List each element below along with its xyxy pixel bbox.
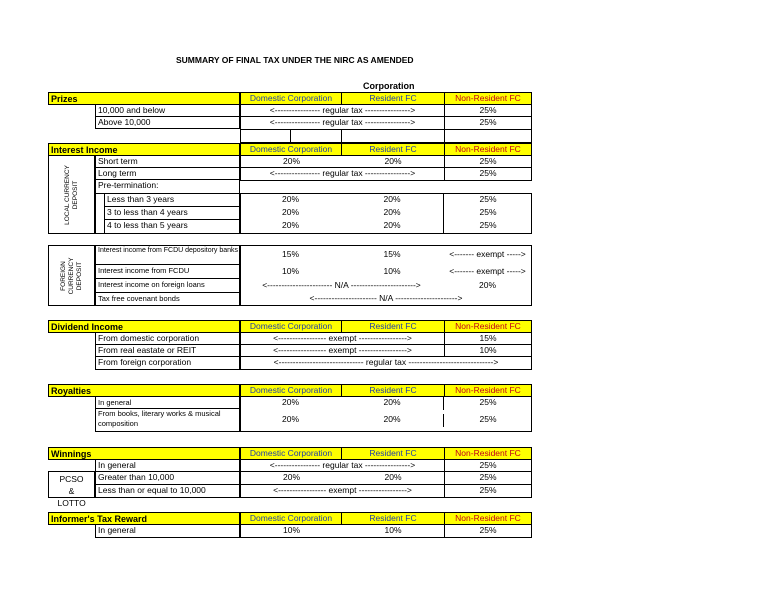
interest-value-row xyxy=(240,168,532,181)
spacer-cell xyxy=(241,130,291,142)
interest-long-term-label: Long term xyxy=(95,167,240,180)
value-resident: 20% xyxy=(384,472,402,482)
value-nonresident: 20% xyxy=(478,280,496,290)
dividend-row-label: From real eastate or REIT xyxy=(95,344,240,357)
pre-value-row xyxy=(240,220,532,233)
fcd-value-row xyxy=(240,293,532,306)
fcd-side-label xyxy=(48,245,95,306)
informer-general-label: In general xyxy=(95,524,240,538)
prizes-row-label: Above 10,000 xyxy=(95,116,240,129)
value-domestic: 20% xyxy=(281,194,299,204)
dividend-value-row xyxy=(240,333,532,345)
royalties-row-label: From books, literary works & musical composition xyxy=(95,408,240,432)
value-resident: 20% xyxy=(383,220,401,230)
winnings-lesser-label: Less than or equal to 10,000 xyxy=(95,484,240,498)
royalties-row-label: In general xyxy=(95,396,240,409)
interest-header xyxy=(240,143,532,156)
pre-row-label: Less than 3 years xyxy=(104,193,240,207)
value-resident: 20% xyxy=(383,194,401,204)
pre-value-row xyxy=(240,194,532,207)
value-domestic: 20% xyxy=(281,397,299,407)
value-domestic: 15% xyxy=(281,249,299,259)
winnings-value-row xyxy=(240,485,532,498)
value-nonresident: 25% xyxy=(444,156,531,167)
section-informer: Informer's Tax Reward xyxy=(48,512,240,525)
fcd-row-label: Interest income from FCDU xyxy=(95,264,240,279)
spacer-cell xyxy=(291,130,342,142)
value-span: <---------------- regular tax ----------------> xyxy=(269,117,416,127)
spacer-cell xyxy=(342,130,444,142)
section-prizes: Prizes xyxy=(48,92,240,105)
informer-value-row xyxy=(240,525,532,538)
header-nonresident: Non-Resident FC xyxy=(444,448,531,459)
fcd-label-text: FOREIGN CURRENCY DEPOSIT xyxy=(59,257,83,294)
header-domestic: Domestic Corporation xyxy=(241,448,342,459)
value-resident: 20% xyxy=(383,207,401,217)
value-span: <----------------- exempt -----------------> xyxy=(273,345,412,355)
value-nonresident: 25% xyxy=(444,472,531,484)
value-domestic: 20% xyxy=(281,414,299,424)
value-resident: 10% xyxy=(384,525,402,535)
fcd-value-row xyxy=(240,249,532,262)
value-nonresident: 25% xyxy=(443,207,532,220)
value-domestic: 20% xyxy=(282,472,300,482)
lcd-label-text: LOCAL CURRENCY DEPOSIT xyxy=(63,164,79,225)
header-resident: Resident FC xyxy=(369,448,417,458)
royalties-value-row xyxy=(240,397,532,410)
interest-pretermination-label: Pre-termination: xyxy=(95,179,240,193)
value-resident: 15% xyxy=(383,249,401,259)
winnings-value-row xyxy=(240,460,532,472)
value-nonresident: 25% xyxy=(444,485,531,497)
informer-header xyxy=(240,512,532,525)
value-nonresident: 15% xyxy=(444,333,531,344)
winnings-general-label: In general xyxy=(95,459,240,472)
dividend-row-label: From foreign corporation xyxy=(95,356,240,370)
header-domestic: Domestic Corporation xyxy=(241,513,342,524)
fcd-row-label: Interest income on foreign loans xyxy=(95,278,240,293)
value-nonresident: 25% xyxy=(443,397,532,410)
interest-value-row xyxy=(240,156,532,168)
value-span: <----------------------- N/A -----------------------> xyxy=(262,280,421,290)
header-resident: Resident FC xyxy=(369,144,417,154)
page-title: SUMMARY OF FINAL TAX UNDER THE NIRC AS AMENDED xyxy=(176,55,414,65)
value-nonresident: <------- exempt -----> xyxy=(449,266,526,276)
pre-row-label: 3 to less than 4 years xyxy=(104,206,240,220)
value-nonresident: <------- exempt -----> xyxy=(449,249,526,259)
spacer-cell xyxy=(444,130,531,142)
lcd-side-label xyxy=(48,155,95,234)
corporation-label: Corporation xyxy=(363,81,415,91)
value-nonresident: 25% xyxy=(444,105,531,116)
value-span: <----------------- exempt -----------------> xyxy=(273,333,412,343)
header-domestic: Domestic Corporation xyxy=(241,93,342,104)
section-winnings: Winnings xyxy=(48,447,240,460)
winnings-greater-label: Greater than 10,000 xyxy=(95,471,240,485)
fcd-row-label: Tax free covenant bonds xyxy=(95,292,240,306)
value-domestic: 20% xyxy=(281,220,299,230)
header-nonresident: Non-Resident FC xyxy=(444,513,531,524)
value-span: <----------------- exempt -----------------> xyxy=(273,485,412,495)
header-nonresident: Non-Resident FC xyxy=(444,93,531,104)
value-domestic: 20% xyxy=(282,156,300,166)
value-span-all: <---------------------- N/A ----------------------> xyxy=(309,293,463,303)
section-royalties: Royalties xyxy=(48,384,240,397)
pre-row-label: 4 to less than 5 years xyxy=(104,219,240,234)
pcso-label: PCSO & LOTTO xyxy=(57,474,86,508)
header-domestic: Domestic Corporation xyxy=(241,385,342,396)
pcso-label-cell xyxy=(48,471,95,508)
royalties-value-row xyxy=(240,414,532,427)
fcd-value-row xyxy=(240,266,532,279)
value-nonresident: 25% xyxy=(444,168,531,180)
section-dividend: Dividend Income xyxy=(48,320,240,333)
interest-short-term-label: Short term xyxy=(95,155,240,168)
value-nonresident: 25% xyxy=(444,117,531,129)
pre-value-row xyxy=(240,207,532,220)
header-domestic: Domestic Corporation xyxy=(241,321,342,332)
prizes-row-label: 10,000 and below xyxy=(95,104,240,117)
value-span: <---------------- regular tax ----------------> xyxy=(269,168,416,178)
header-resident: Resident FC xyxy=(369,385,417,395)
section-interest: Interest Income xyxy=(48,143,240,156)
value-resident: 20% xyxy=(383,414,401,424)
value-nonresident: 25% xyxy=(443,414,532,427)
value-resident: 20% xyxy=(383,397,401,407)
value-nonresident: 10% xyxy=(444,345,531,356)
prizes-value-row xyxy=(240,105,532,117)
value-nonresident: 25% xyxy=(444,460,531,471)
winnings-header xyxy=(240,447,532,460)
header-nonresident: Non-Resident FC xyxy=(444,321,531,332)
spacer-row xyxy=(240,130,532,143)
fcd-row-label: Interest income from FCDU depository banks xyxy=(95,245,240,265)
value-domestic: 20% xyxy=(281,207,299,217)
header-resident: Resident FC xyxy=(369,513,417,523)
value-span: <---------------- regular tax ----------------> xyxy=(269,105,416,115)
value-nonresident: 25% xyxy=(444,525,531,537)
value-resident: 20% xyxy=(384,156,402,166)
header-domestic: Domestic Corporation xyxy=(241,144,342,155)
header-nonresident: Non-Resident FC xyxy=(444,385,531,396)
prizes-value-row xyxy=(240,117,532,130)
header-resident: Resident FC xyxy=(369,93,417,103)
dividend-row-label: From domestic corporation xyxy=(95,332,240,345)
value-nonresident: 25% xyxy=(443,220,532,233)
dividend-value-row xyxy=(240,345,532,357)
dividend-header xyxy=(240,320,532,333)
winnings-value-row xyxy=(240,472,532,485)
value-span-all: <------------------------------ regular tax ------------------------------> xyxy=(273,357,499,367)
value-nonresident: 25% xyxy=(443,194,532,207)
value-domestic: 10% xyxy=(281,266,299,276)
value-span: <---------------- regular tax ----------------> xyxy=(269,460,416,470)
prizes-header xyxy=(240,92,532,105)
value-resident: 10% xyxy=(383,266,401,276)
header-nonresident: Non-Resident FC xyxy=(444,144,531,155)
fcd-value-row xyxy=(240,280,532,293)
value-domestic: 10% xyxy=(282,525,300,535)
dividend-value-row xyxy=(240,357,532,370)
header-resident: Resident FC xyxy=(369,321,417,331)
